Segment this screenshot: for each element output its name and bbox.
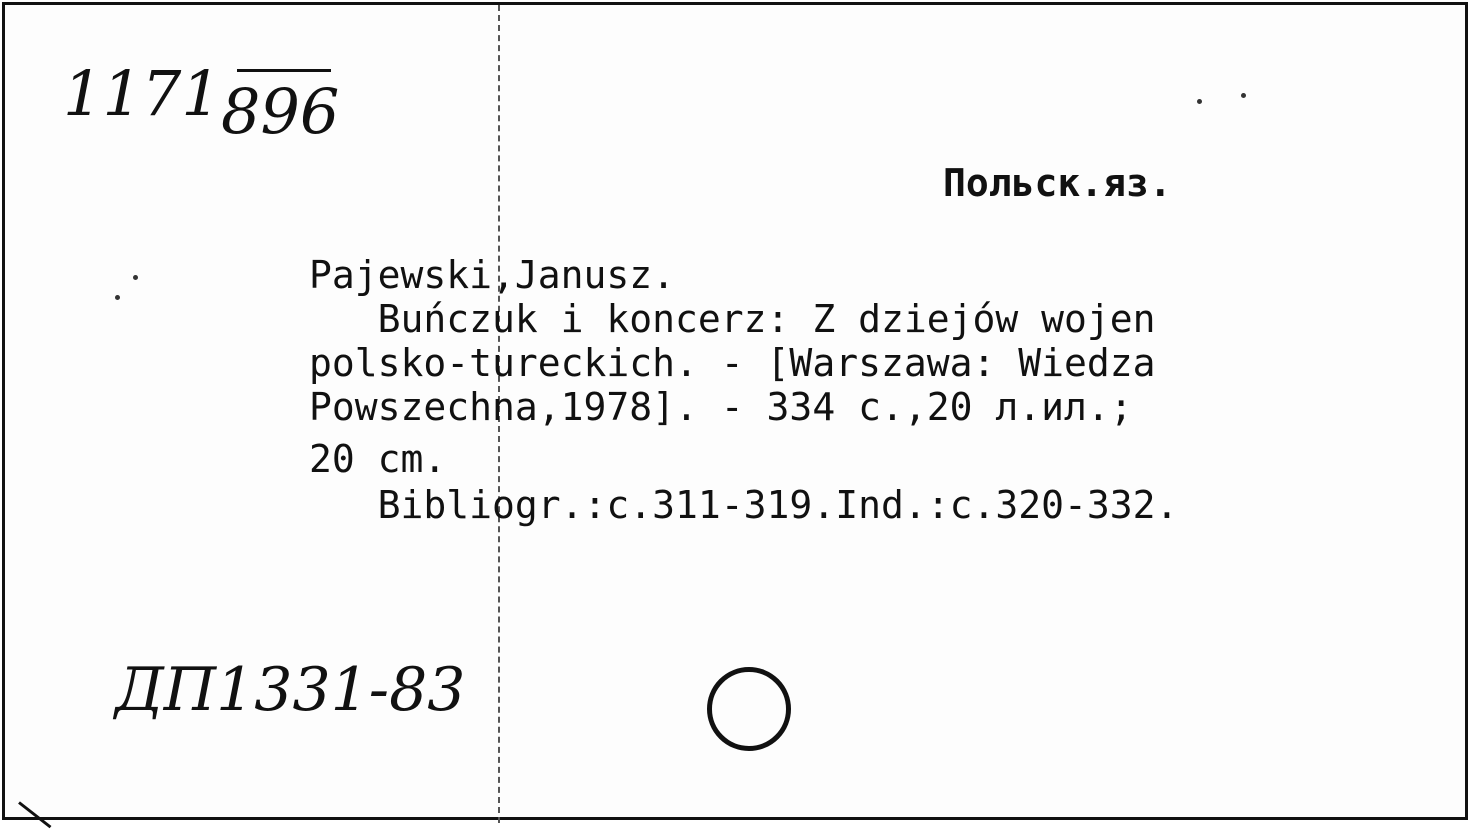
entry-line-5: 20 cm. xyxy=(309,437,447,481)
entry-line-6: Bibliogr.:c.311-319.Ind.:c.320-332. xyxy=(309,483,1179,527)
entry-line-3: polsko-tureckich. - [Warszawa: Wiedza xyxy=(309,341,1156,385)
subject-heading: Польск.яз. xyxy=(943,161,1172,205)
catalog-card xyxy=(2,2,1468,820)
speck xyxy=(115,295,120,300)
entry-line-1: Pajewski,Janusz. xyxy=(309,253,676,297)
overline xyxy=(237,69,331,72)
entry-line-4: Powszechna,1978]. - 334 c.,20 л.ил.; xyxy=(309,385,1133,429)
corner-mark xyxy=(18,801,51,828)
speck xyxy=(133,275,138,280)
call-number-top-a: 1171 xyxy=(63,57,221,130)
entry-line-2: Buńczuk i koncerz: Z dziejów wojen xyxy=(309,297,1156,341)
speck xyxy=(1197,99,1202,104)
punch-hole-circle xyxy=(707,667,791,751)
call-number-top-b: 896 xyxy=(221,75,340,148)
speck xyxy=(1241,93,1246,98)
accession-number: ДП1331-83 xyxy=(115,655,466,725)
